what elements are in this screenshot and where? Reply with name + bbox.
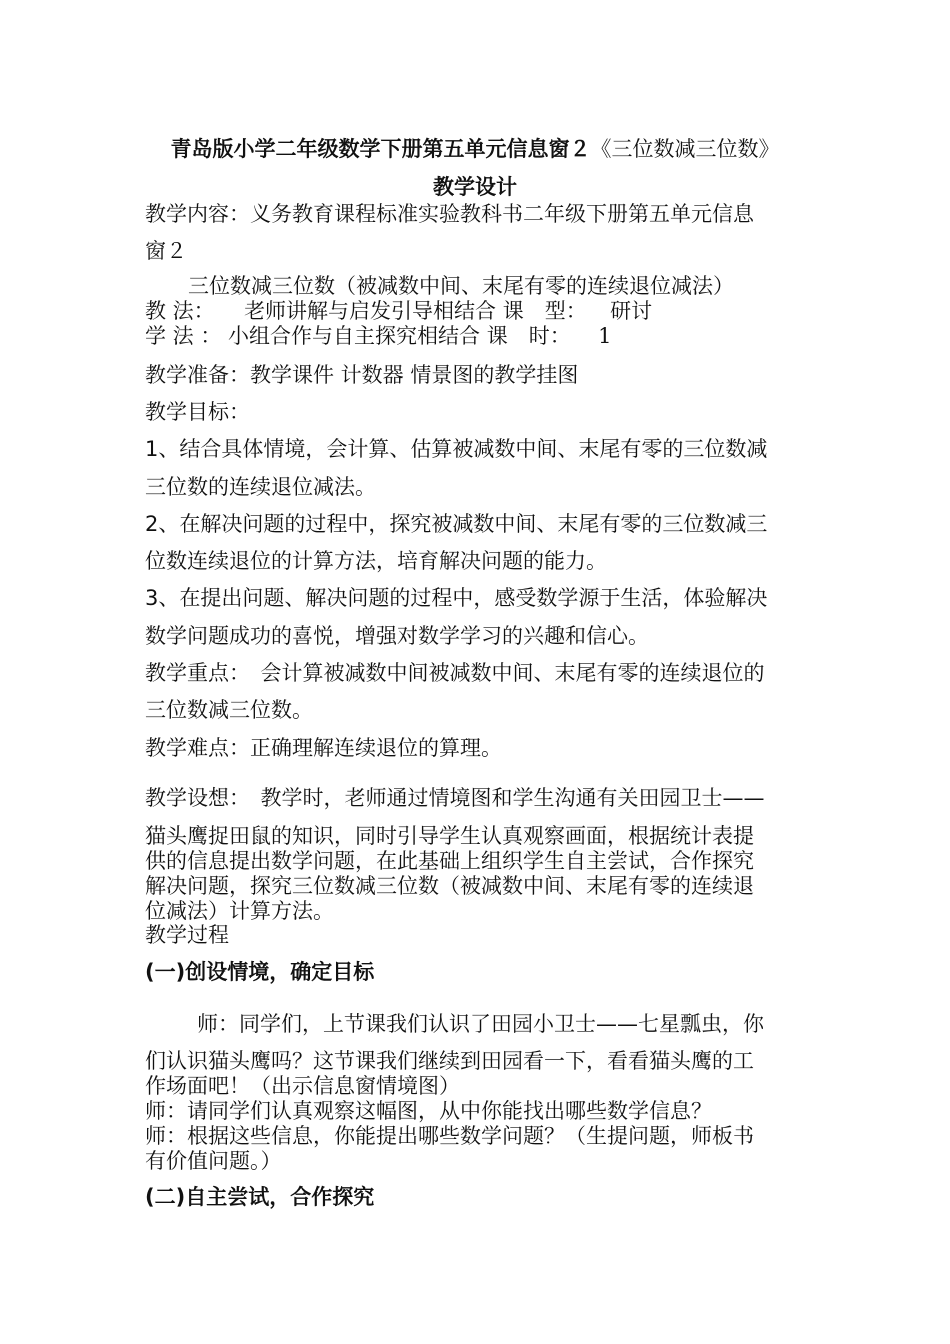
idea-line: 供的信息提出数学问题，在此基础上组织学生自主尝试，合作探究 bbox=[145, 849, 754, 873]
section-1-paragraph: 作场面吧！（出示信息窗情境图） bbox=[145, 1074, 460, 1098]
section-2-heading: (二)自主尝试，合作探究 bbox=[145, 1185, 375, 1209]
section-1-paragraph: 有价值问题。） bbox=[145, 1149, 282, 1173]
difficulty-line: 教学难点：正确理解连续退位的算理。 bbox=[145, 736, 502, 760]
goal-3: 3、在提出问题、解决问题的过程中，感受数学源于生活，体验解决 bbox=[145, 586, 768, 610]
hours-value: 1 bbox=[598, 324, 612, 348]
idea-line: 位减法）计算方法。 bbox=[145, 899, 334, 923]
study-row bbox=[145, 323, 611, 349]
section-1-paragraph: 师：同学们，上节课我们认识了田园小卫士——七星瓢虫，你 bbox=[197, 1012, 764, 1036]
method-row bbox=[145, 298, 652, 324]
goal-2: 2、在解决问题的过程中，探究被减数中间、末尾有零的三位数减三 bbox=[145, 512, 768, 536]
method-value: 老师讲解与启发引导相结合 bbox=[244, 299, 497, 323]
goal-1-cont: 三位数的连续退位减法。 bbox=[145, 475, 376, 499]
goal-1: 1、结合具体情境，会计算、估算被减数中间、末尾有零的三位数减 bbox=[145, 437, 768, 461]
content-subtitle: 三位数减三位数（被减数中间、末尾有零的连续退位减法） bbox=[188, 274, 734, 298]
title-main: 青岛版小学二年级数学下册第五单元信息窗２ bbox=[170, 137, 591, 161]
content-line: 窗２ bbox=[145, 239, 187, 263]
document-title-line1 bbox=[0, 136, 950, 162]
hours-label: 课 时： bbox=[486, 324, 571, 348]
title-lesson: 《三位数减三位数》 bbox=[590, 137, 780, 161]
study-value: 小组合作与自主探究相结合 bbox=[228, 324, 481, 348]
section-1-paragraph: 师：请同学们认真观察这幅图，从中你能找出哪些数学信息？ bbox=[145, 1099, 712, 1123]
idea-line: 教学设想： 教学时，老师通过情境图和学生沟通有关田园卫士—— bbox=[145, 786, 765, 810]
key-point-cont: 三位数减三位数。 bbox=[145, 698, 313, 722]
type-value: 研讨 bbox=[610, 299, 653, 323]
study-label: 学 法 ： bbox=[145, 324, 222, 348]
document-title-line2: 教学设计 bbox=[433, 175, 517, 199]
section-1-paragraph: 师：根据这些信息，你能提出哪些数学问题？（生提问题，师板书 bbox=[145, 1124, 754, 1148]
idea-line: 解决问题，探究三位数减三位数（被减数中间、末尾有零的连续退 bbox=[145, 874, 754, 898]
section-1-paragraph: 们认识猫头鹰吗？这节课我们继续到田园看一下，看看猫头鹰的工 bbox=[145, 1049, 754, 1073]
type-label: 课 型： bbox=[502, 299, 587, 323]
goal-3-cont: 数学问题成功的喜悦，增强对数学学习的兴趣和信心。 bbox=[145, 624, 649, 648]
method-label: 教 法： bbox=[145, 299, 215, 323]
key-point: 教学重点： 会计算被减数中间被减数中间、末尾有零的连续退位的 bbox=[145, 661, 765, 685]
content-line: 教学内容：义务教育课程标准实验教科书二年级下册第五单元信息 bbox=[145, 202, 754, 226]
idea-line: 猫头鹰捉田鼠的知识，同时引导学生认真观察画面，根据统计表提 bbox=[145, 824, 754, 848]
goals-heading: 教学目标： bbox=[145, 400, 250, 424]
goal-2-cont: 位数连续退位的计算方法，培育解决问题的能力。 bbox=[145, 549, 607, 573]
process-heading: 教学过程 bbox=[145, 923, 229, 947]
prep-line: 教学准备：教学课件 计数器 情景图的教学挂图 bbox=[145, 363, 579, 387]
section-1-heading: (一)创设情境，确定目标 bbox=[145, 960, 375, 984]
